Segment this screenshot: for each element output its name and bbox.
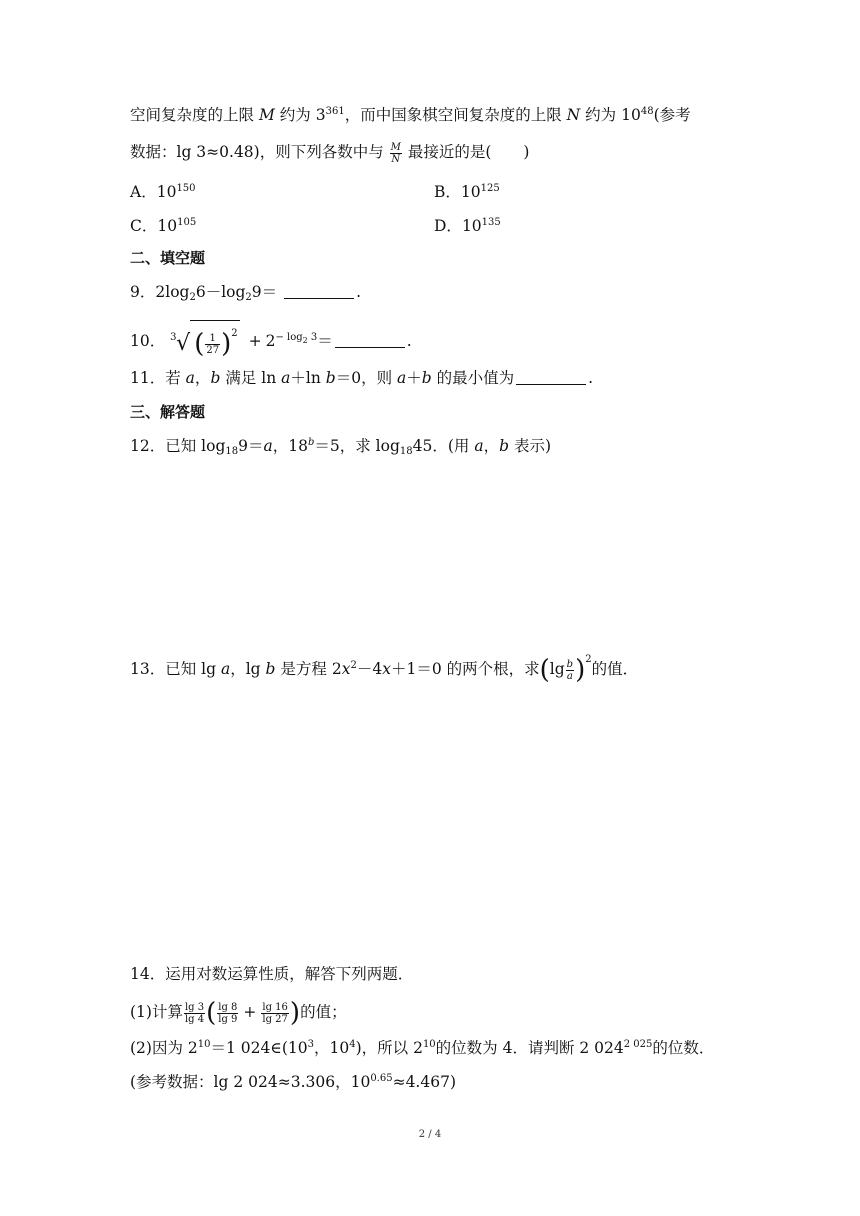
- option-exponent: 125: [480, 183, 500, 194]
- var-a: a: [281, 369, 291, 387]
- q12-text: ＝5，求 log: [314, 437, 400, 455]
- exponent: 2: [231, 328, 238, 339]
- q12-text: 9＝: [238, 437, 264, 455]
- question-14: 14．运用对数运算性质，解答下列两题．: [130, 965, 414, 983]
- q10-end: .: [406, 332, 412, 350]
- q13-text: 的值．: [591, 660, 639, 678]
- var-x: x: [341, 660, 351, 678]
- exponent: 0.65: [370, 1073, 393, 1084]
- page-number: 2 / 4: [418, 1129, 442, 1140]
- q13-number: 13．已知 lg: [130, 660, 217, 678]
- q11-text: ，: [194, 369, 211, 387]
- option-b[interactable]: [434, 180, 500, 202]
- var-a: a: [474, 437, 484, 455]
- var-b: b: [325, 369, 336, 387]
- q14-reference: [130, 1070, 456, 1094]
- exponent-expr: [275, 332, 317, 343]
- q8-text: 约为: [585, 106, 617, 124]
- equals-sign: ＝: [317, 332, 333, 350]
- fraction-lg8-lg9: [217, 1002, 238, 1025]
- q13-text: ＋1＝0 的两个根，求: [390, 660, 540, 678]
- fraction-1-27: [205, 333, 220, 356]
- option-c[interactable]: [130, 214, 196, 236]
- section-heading-fill-blank: 二、填空题: [130, 249, 206, 267]
- right-paren: ): [289, 998, 301, 1028]
- subscript: 2: [189, 292, 196, 303]
- exponent: 2: [585, 654, 592, 665]
- option-base: 10: [157, 217, 178, 235]
- exponent: 48: [640, 106, 654, 117]
- left-paren: (: [206, 998, 217, 1028]
- q11-text: ＋: [406, 369, 422, 387]
- answer-blank[interactable]: [516, 370, 586, 385]
- q8-text: 约为: [279, 106, 311, 124]
- fraction-m-over-n: [390, 142, 402, 165]
- left-paren: (: [194, 329, 205, 359]
- question-9: [130, 280, 361, 304]
- radical-sign: √: [176, 331, 191, 356]
- option-exponent: 135: [481, 217, 501, 228]
- right-paren: ): [221, 329, 232, 359]
- var-a: a: [220, 660, 231, 678]
- subscript: 2: [245, 292, 252, 303]
- fraction-b-over-a: [566, 659, 574, 682]
- option-base: 10: [461, 217, 482, 235]
- q14-text: 的位数为 4．请判断 2 024: [435, 1039, 624, 1057]
- base: 3: [315, 106, 326, 124]
- q14-text: 的位数．: [652, 1039, 715, 1057]
- var-n: N: [566, 106, 581, 124]
- left-paren: (: [539, 655, 550, 685]
- frac-denominator: lg 4: [184, 1013, 205, 1025]
- subscript: 2: [302, 336, 308, 345]
- frac-denominator: lg 9: [218, 1013, 238, 1025]
- q8-text: ，而中国象棋空间复杂度的上限: [344, 106, 562, 124]
- q12-number: 12．已知 log: [130, 437, 226, 455]
- answer-blank[interactable]: [335, 333, 405, 348]
- var-a: a: [397, 369, 407, 387]
- subscript: 18: [399, 446, 413, 457]
- exponent: 2 025: [623, 1039, 653, 1050]
- question-12: [130, 434, 551, 458]
- radicand: [190, 320, 239, 363]
- option-label: B．: [434, 183, 461, 201]
- q11-text: 满足 ln: [225, 369, 277, 387]
- frac-denominator: lg 27: [262, 1013, 288, 1025]
- q12-text: ，18: [272, 437, 308, 455]
- q8-line1: [130, 103, 691, 127]
- option-exponent: 150: [176, 183, 196, 194]
- q11-text: 的最小值为: [436, 369, 515, 387]
- option-a[interactable]: [130, 180, 196, 202]
- q13-text: 是方程 2: [280, 660, 342, 678]
- root-index: 3: [170, 332, 177, 343]
- q9-text: 2log: [155, 283, 190, 301]
- exponent: b: [307, 437, 315, 448]
- answer-blank[interactable]: [284, 284, 354, 299]
- exponent: 3: [307, 1039, 314, 1050]
- frac-numerator: M: [390, 141, 401, 153]
- frac-denominator: a: [566, 670, 573, 682]
- exp-text: 3: [310, 332, 318, 343]
- option-label: D．: [434, 217, 462, 235]
- q12-text: 表示): [513, 437, 552, 455]
- option-exponent: 105: [177, 217, 197, 228]
- q14-part2: [130, 1036, 714, 1060]
- option-d[interactable]: [434, 214, 501, 236]
- q14-part1: [130, 995, 347, 1029]
- option-label: A．: [130, 183, 157, 201]
- var-m: M: [258, 106, 275, 124]
- frac-numerator: b: [566, 658, 574, 670]
- var-b: b: [265, 660, 276, 678]
- exponent: 10: [422, 1039, 436, 1050]
- question-10: [130, 320, 412, 364]
- q12-text: 45．(用: [412, 437, 470, 455]
- q14-text: (2)因为 2: [130, 1039, 198, 1057]
- q11-text: ＝0，则: [335, 369, 393, 387]
- subscript: 18: [225, 446, 239, 457]
- plus-sign: +: [243, 1003, 257, 1021]
- q11-number: 11．若: [130, 369, 181, 387]
- q12-text: ，: [483, 437, 500, 455]
- q14-text: )，所以 2: [355, 1039, 423, 1057]
- q8-text: 空间复杂度的上限: [130, 106, 255, 124]
- plus-sign: +: [248, 332, 262, 350]
- var-b: b: [499, 437, 510, 455]
- frac-denominator: 27: [206, 344, 220, 356]
- fraction-lg3-lg4: [184, 1002, 205, 1025]
- option-base: 10: [156, 183, 177, 201]
- var-b: b: [210, 369, 221, 387]
- section-heading-solve: 三、解答题: [130, 403, 206, 421]
- exponent: 10: [197, 1039, 211, 1050]
- base: 10: [621, 106, 641, 124]
- question-11: [130, 366, 593, 390]
- q13-text: ，lg: [230, 660, 261, 678]
- q8-text: (参考: [653, 106, 691, 124]
- option-label: C．: [130, 217, 158, 235]
- q9-text: 9＝: [251, 283, 278, 301]
- q9-text: 6－log: [195, 283, 246, 301]
- frac-denominator: N: [391, 153, 401, 165]
- q8-line2: [130, 140, 529, 165]
- q14-text: 的值；: [300, 1003, 347, 1021]
- q8-text: 数据：lg 3≈0.48)，则下列各数中与: [130, 143, 384, 161]
- exp-text: − log: [275, 332, 303, 343]
- exponent: 4: [349, 1039, 356, 1050]
- right-paren: ): [575, 655, 586, 685]
- q14-text: ＝1 024∈(10: [210, 1039, 308, 1057]
- cube-root: [170, 320, 239, 364]
- q8-text: ): [523, 143, 530, 161]
- q14-text: (参考数据：lg 2 024≈3.306，10: [130, 1073, 371, 1091]
- fraction-lg16-lg27: [261, 1002, 289, 1025]
- q14-text: (1)计算: [130, 1003, 183, 1021]
- frac-numerator: lg 16: [262, 1001, 288, 1013]
- lg-text: lg: [549, 660, 565, 678]
- option-base: 10: [460, 183, 481, 201]
- q10-number: 10．: [130, 332, 166, 350]
- q11-end: .: [588, 369, 594, 387]
- frac-numerator: 1: [205, 333, 220, 345]
- frac-numerator: lg 3: [184, 1001, 205, 1013]
- q13-text: －4: [356, 660, 383, 678]
- q11-text: ＋ln: [290, 369, 321, 387]
- var-b: b: [421, 369, 432, 387]
- exponent: 2: [350, 660, 357, 671]
- var-x: x: [382, 660, 391, 678]
- var-a: a: [185, 369, 195, 387]
- frac-numerator: lg 8: [218, 1001, 238, 1013]
- q14-text: ，10: [313, 1039, 350, 1057]
- q9-end: .: [356, 283, 362, 301]
- q14-text: ≈4.467): [392, 1073, 456, 1091]
- base-two: 2: [265, 332, 276, 350]
- exponent: 361: [325, 106, 345, 117]
- var-a: a: [263, 437, 273, 455]
- q9-number: 9．: [130, 283, 156, 301]
- question-13: [130, 652, 638, 686]
- q8-text: 最接近的是(: [407, 143, 492, 161]
